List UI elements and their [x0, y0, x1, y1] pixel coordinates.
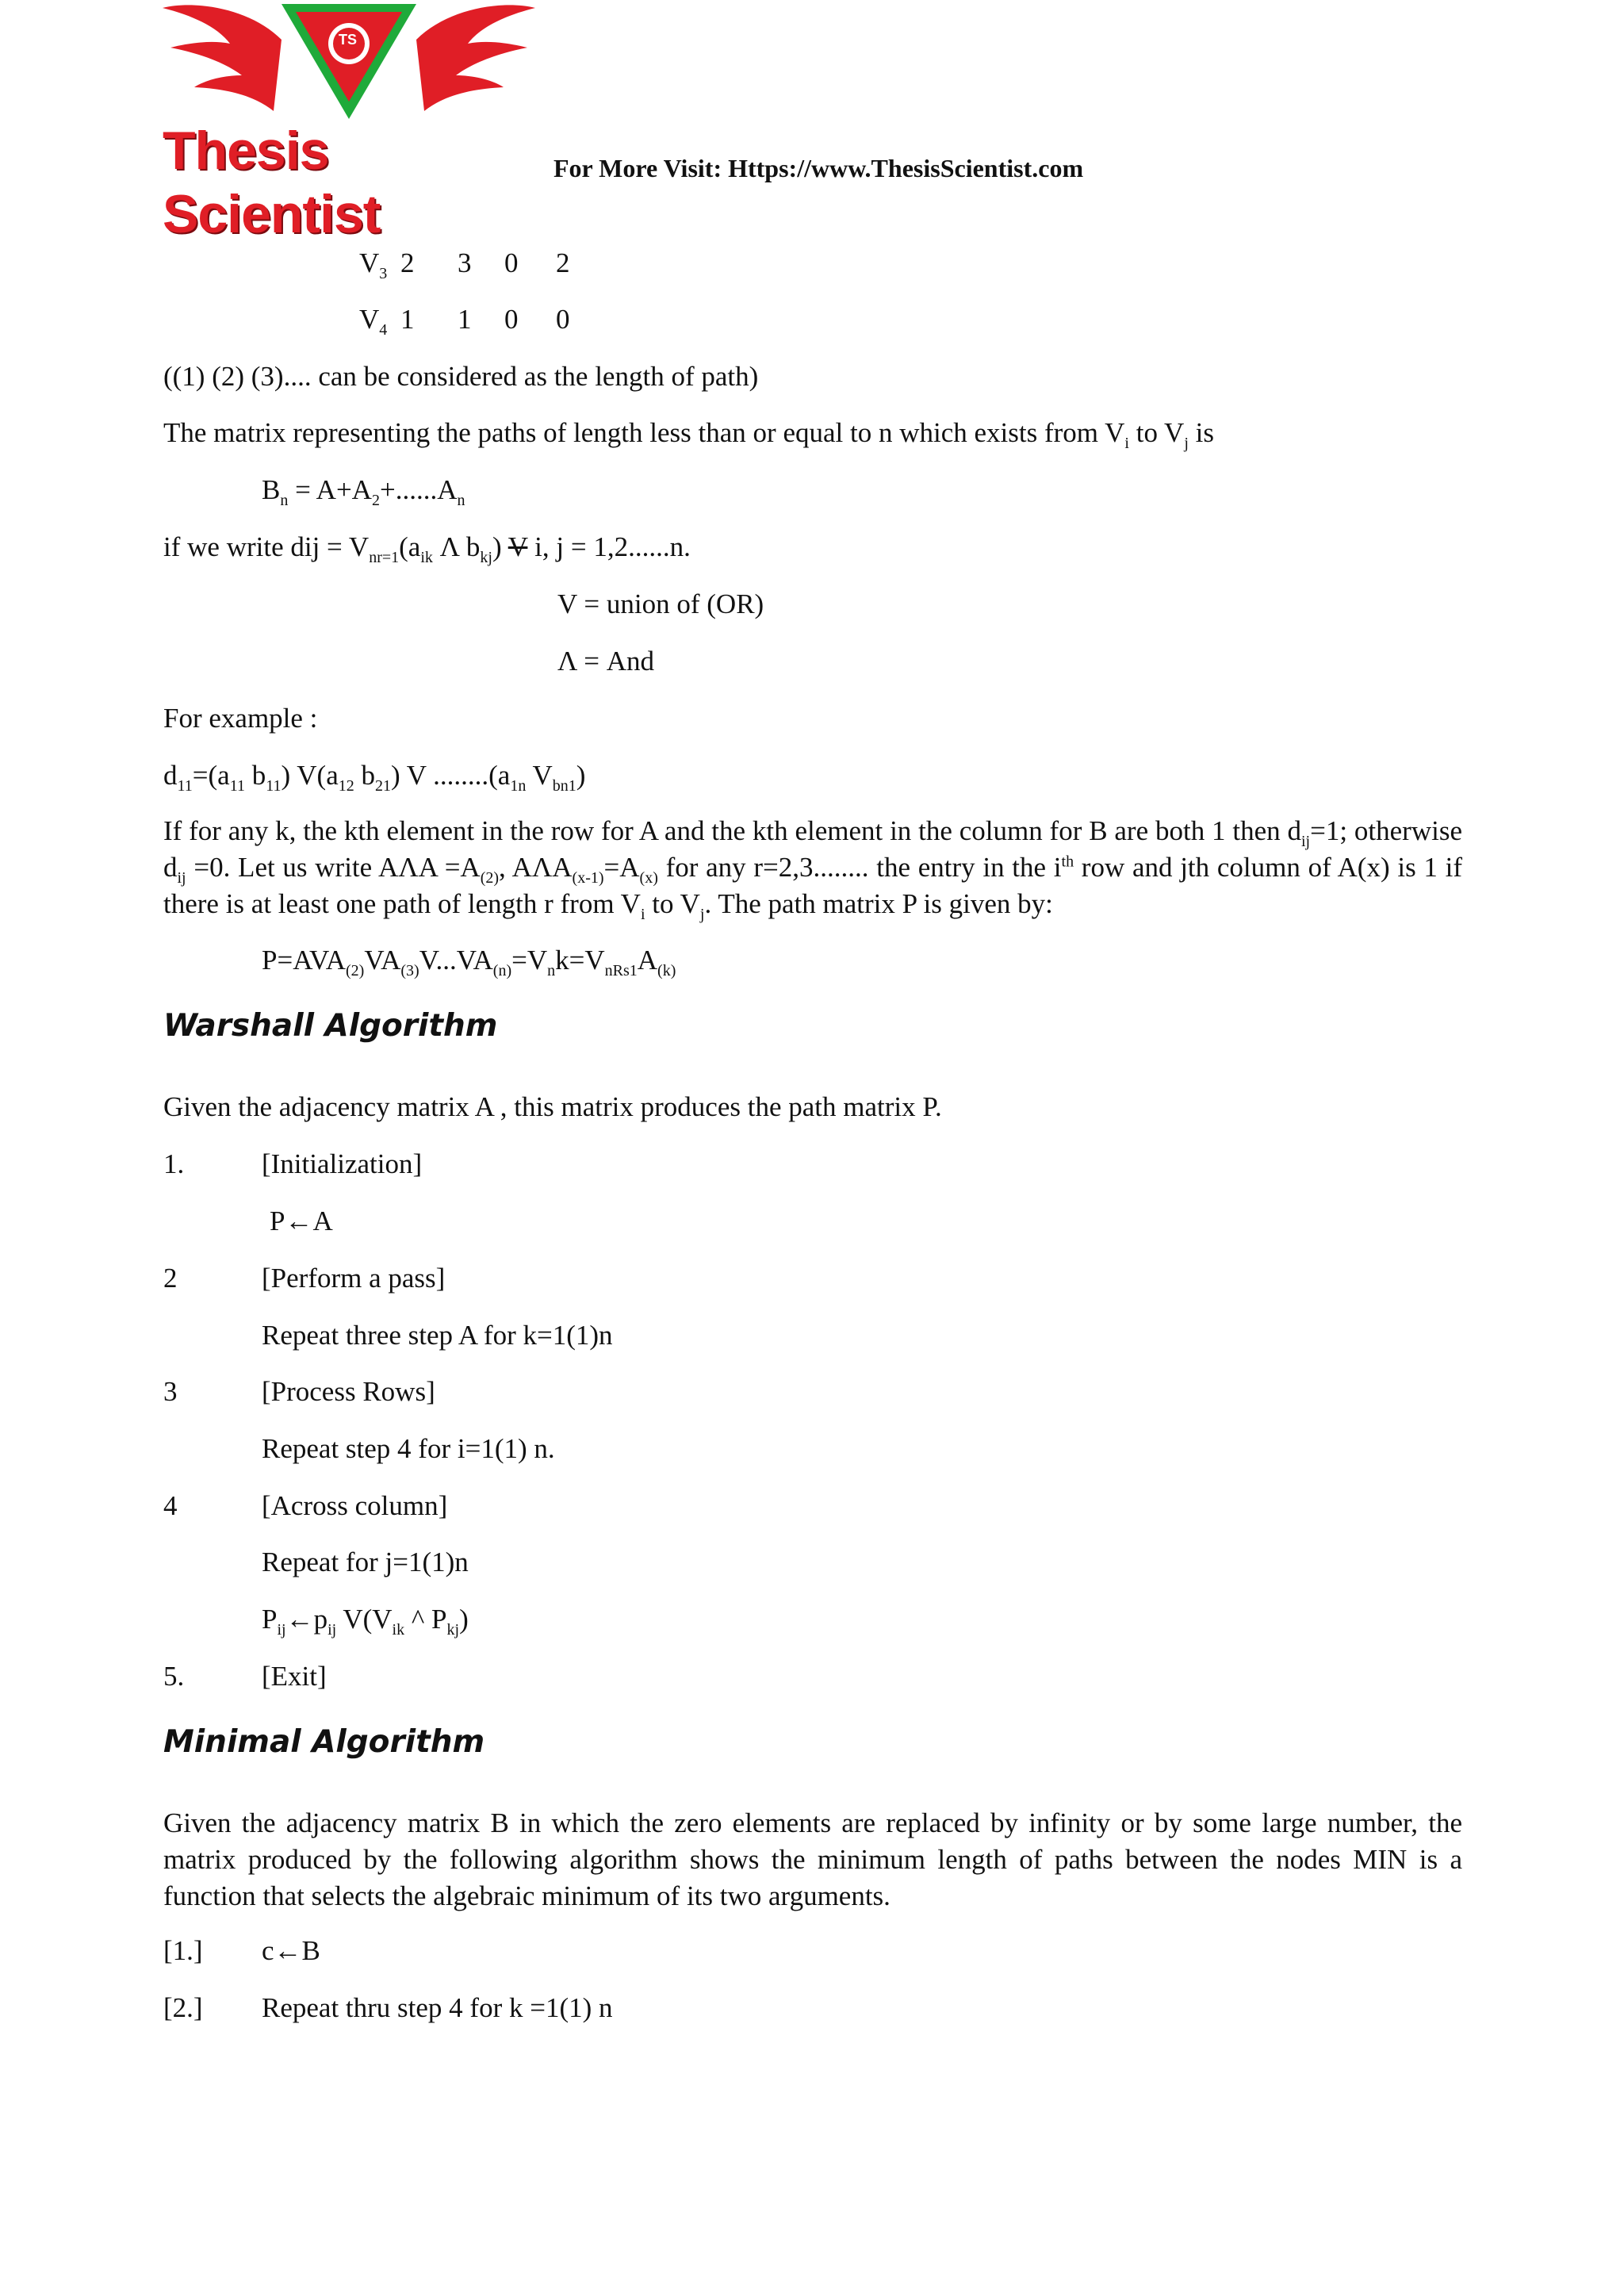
step-number: 4	[163, 1490, 178, 1521]
bn-formula: $B_n = A+A_2+......A_n$	[262, 474, 465, 509]
winged-triangle-emblem-icon	[163, 0, 535, 127]
step-number: 5.	[163, 1661, 185, 1692]
step-number: 3	[163, 1376, 178, 1407]
for-example-label: For example :	[163, 703, 318, 734]
step-text: [Process Rows]	[262, 1376, 435, 1407]
step-text: [Across column]	[262, 1490, 448, 1521]
minimal-heading: Minimal Algorithm	[163, 1724, 485, 1760]
matrix-representation-text: The matrix representing the paths of length less than or equal to n which exists from $V_i$ to $V_j$ is	[163, 417, 1215, 452]
dij-definition: if we write dij = $V_{nr=1}(a_{ik}$ Λ $b_{kj}$) V i, j = 1,2......n.	[163, 531, 691, 566]
pij-update-formula: $P_{ij}\leftarrow p_{ij}$ $V(V_{ik}$ ^ $P_{kj}$)	[262, 1604, 469, 1639]
step-number: 1.	[163, 1148, 185, 1179]
path-length-note: ((1) (2) (3).... can be considered as the length of path)	[163, 361, 759, 392]
step-number: [1.]	[163, 1935, 203, 1966]
warshall-heading: Warshall Algorithm	[163, 1008, 498, 1044]
visit-url-text: For More Visit: Https://www.ThesisScientist.com	[553, 154, 1084, 182]
step-text: c←B	[262, 1935, 320, 1966]
and-definition: Λ = And	[557, 646, 654, 677]
v-union-definition: V = union of (OR)	[557, 588, 764, 619]
minimal-intro: Given the adjacency matrix B in which the zero elements are replaced by infinity or by some large number, the matrix produced by the following algorithm shows the minimum length of paths between the nodes MIN is a function that selects the algebraic minimum of its two arguments.	[163, 1807, 1462, 1911]
step-text: Repeat for j=1(1)n	[262, 1547, 469, 1577]
logo-monogram: TS	[339, 32, 358, 48]
logo-text: Thesis Scientist	[163, 121, 381, 244]
d11-example: $d_{11}=(a_{11}$ $b_{11}$) $V(a_{12}$ $b_{21}$) V $........(a_{1n}$ $V_{bn1}$)	[163, 760, 586, 795]
step-text: [Perform a pass]	[262, 1263, 446, 1294]
step-number: 2	[163, 1263, 178, 1294]
path-matrix-formula: $P=AVA_{(2)}VA_{(3)}V...VA_{(n)}=V_nk=V_{nRs1}A_{(k)}$	[262, 945, 676, 979]
matrix-row-v3: $V_3$ 2 3 0 2	[359, 247, 570, 282]
step-text: [Initialization]	[262, 1148, 423, 1179]
step-text: Repeat thru step 4 for k =1(1) n	[262, 1992, 613, 2023]
thesis-scientist-logo	[163, 0, 535, 244]
kth-element-paragraph: If for any k, the kth element in the row for A and the kth element in the column for B are both 1 then $d_{ij}=1$; otherwise $d_{ij} =0$. Let us write $A\Lambda A =A_{(2)}$, $A\Lambda A_{(x-1)}=A_{(x)}$ for any r=2,3........ the entry in the $i^{th}$ row and jth column of A(x) is 1 if there is at least one path of length r from $V_i$ to $V_j$. The path matrix P is given by:	[163, 815, 1463, 923]
step-number: [2.]	[163, 1992, 203, 2023]
step-text: [Exit]	[262, 1661, 327, 1692]
step-text: P←A	[270, 1205, 333, 1236]
warshall-intro: Given the adjacency matrix A , this matrix produces the path matrix P.	[163, 1091, 942, 1122]
step-text: Repeat three step A for k=1(1)n	[262, 1320, 613, 1351]
step-text: Repeat step 4 for i=1(1) n.	[262, 1433, 555, 1464]
matrix-row-v4: $V_4$ 1 1 0 0	[359, 304, 570, 339]
